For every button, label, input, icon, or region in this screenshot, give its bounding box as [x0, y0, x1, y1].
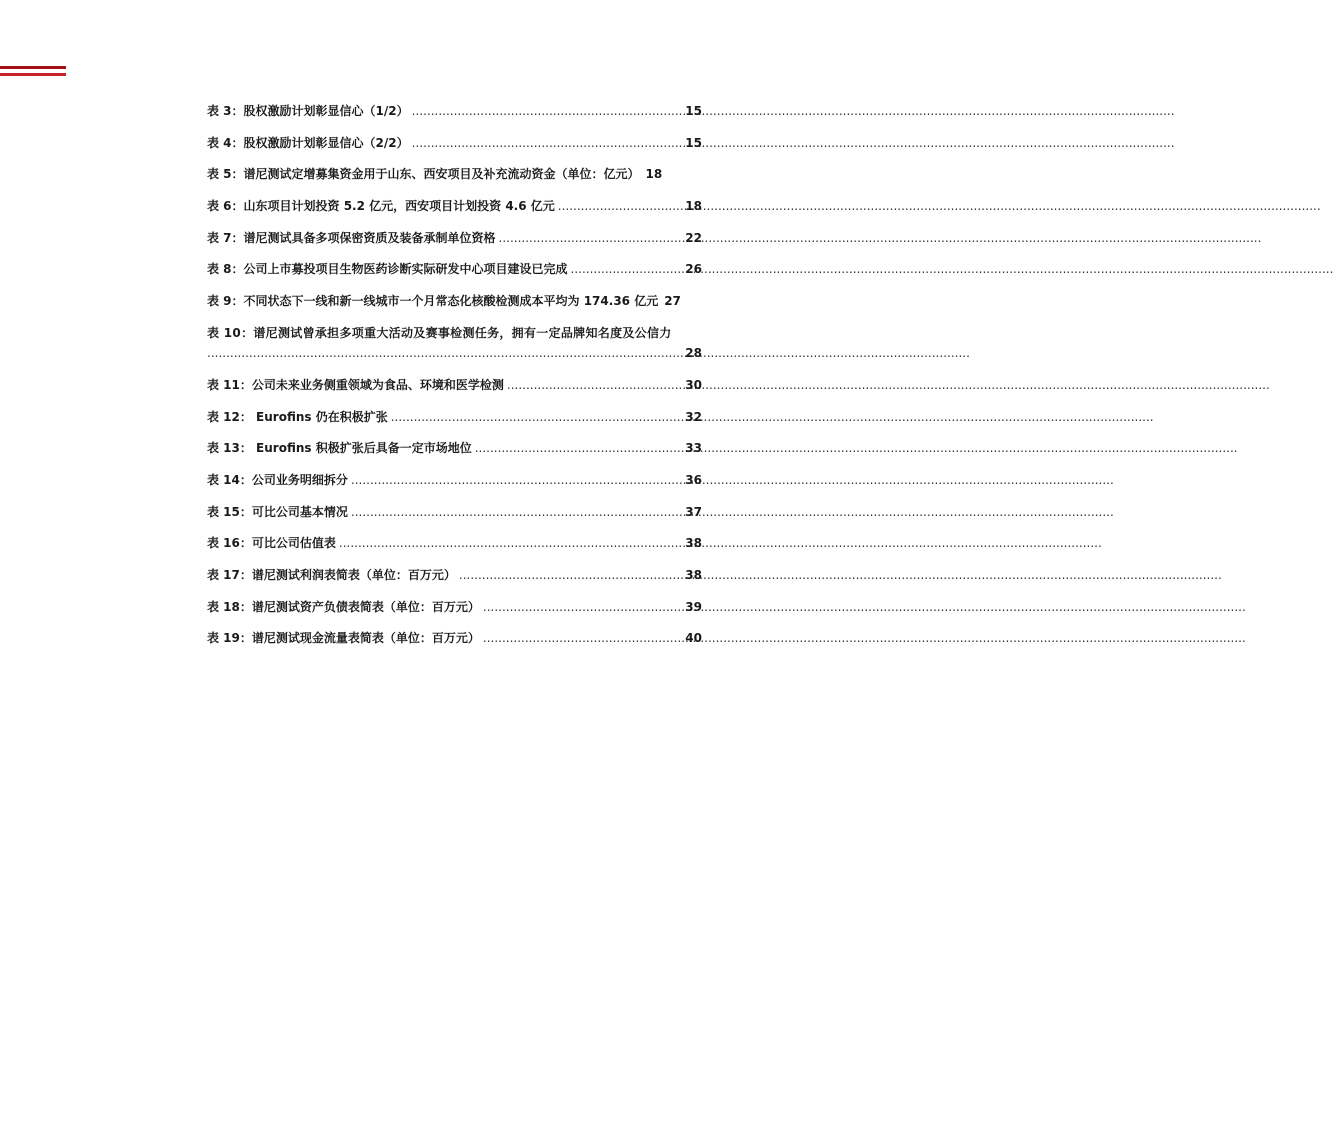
header-bar-dark [0, 66, 66, 69]
toc-entry[interactable] [207, 196, 702, 228]
toc-entry-title: 表 17：谱尼测试利润表简表（单位：百万元） [207, 567, 456, 582]
header-bar-light [0, 73, 66, 76]
toc-entry-page: 40 [685, 631, 702, 646]
toc-dot-leader [499, 228, 683, 248]
toc-entry-title: 表 9：不同状态下一线和新一线城市一个月常态化核酸检测成本平均为 174.36 亿元 [207, 294, 659, 309]
toc-entry[interactable] [207, 259, 702, 291]
toc-entry-title: 表 13： Eurofins 积极扩张后具备一定市场地位 [207, 441, 472, 456]
toc-dot-leader [207, 343, 682, 363]
toc-dot-leader [412, 101, 683, 121]
toc-entry[interactable] [207, 565, 702, 597]
toc-entry-page: 32 [685, 409, 702, 424]
toc-entry-title: 表 18：谱尼测试资产负债表简表（单位：百万元） [207, 599, 480, 614]
toc-dot-leader [339, 533, 682, 553]
toc-entry-page: 37 [685, 504, 702, 519]
toc-entry[interactable] [207, 502, 702, 534]
toc-dot-leader [571, 259, 683, 279]
toc-entry-title: 表 6：山东项目计划投资 5.2 亿元，西安项目计划投资 4.6 亿元 [207, 199, 555, 214]
toc-entry-page: 27 [664, 294, 681, 309]
toc-entry-title: 表 16：可比公司估值表 [207, 536, 336, 551]
toc-entry-page: 22 [685, 230, 702, 245]
toc-entry-page: 26 [685, 262, 702, 277]
toc-entry[interactable] [207, 228, 702, 260]
toc-dot-leader [483, 628, 682, 648]
toc-entry-page: 38 [685, 567, 702, 582]
toc-dot-leader [391, 407, 683, 427]
toc-entry[interactable] [207, 133, 702, 165]
toc-entry[interactable] [207, 470, 702, 502]
toc-dot-leader [507, 375, 682, 395]
toc-entry[interactable] [207, 628, 702, 660]
toc-entry[interactable] [207, 164, 702, 196]
toc-entry-page: 39 [685, 599, 702, 614]
toc-entry-title: 表 14：公司业务明细拆分 [207, 472, 348, 487]
table-of-contents [207, 101, 702, 660]
toc-dot-leader [351, 502, 682, 522]
toc-entry-page: 18 [645, 167, 663, 182]
toc-entry-page: 36 [685, 472, 702, 487]
toc-entry-page: 18 [685, 199, 702, 214]
toc-entry[interactable] [207, 597, 702, 629]
toc-entry-title: 表 4：股权激励计划彰显信心（2/2） [207, 135, 409, 150]
toc-entry[interactable] [207, 323, 702, 375]
toc-entry-title: 表 15：可比公司基本情况 [207, 504, 348, 519]
toc-dot-leader [558, 196, 683, 216]
toc-dot-leader [475, 438, 683, 458]
toc-dot-leader [483, 597, 682, 617]
toc-entry-title: 表 8：公司上市募投项目生物医药诊断实际研发中心项目建设已完成 [207, 262, 568, 277]
toc-entry-page: 15 [685, 104, 702, 118]
toc-entry-title: 表 3：股权激励计划彰显信心（1/2） [207, 104, 409, 118]
toc-dot-leader [412, 133, 683, 153]
toc-entry-page: 38 [685, 536, 702, 551]
toc-entry[interactable] [207, 438, 702, 470]
toc-entry-title: 表 7：谱尼测试具备多项保密资质及装备承制单位资格 [207, 230, 496, 245]
toc-entry-title: 表 19：谱尼测试现金流量表简表（单位：百万元） [207, 631, 480, 646]
toc-entry-title: 表 10：谱尼测试曾承担多项重大活动及赛事检测任务，拥有一定品牌知名度及公信力 [207, 325, 672, 340]
toc-entry-page: 28 [685, 345, 702, 360]
toc-entry[interactable] [207, 375, 702, 407]
toc-entry-page: 30 [685, 377, 702, 392]
header-decoration [0, 66, 66, 80]
toc-entry[interactable] [207, 101, 702, 133]
toc-entry-continuation [207, 343, 702, 363]
toc-entry-page: 33 [685, 441, 702, 456]
toc-entry[interactable] [207, 291, 702, 323]
toc-entry-title: 表 11：公司未来业务侧重领域为食品、环境和医学检测 [207, 377, 504, 392]
toc-entry[interactable] [207, 533, 702, 565]
toc-entry-title: 表 5：谱尼测试定增募集资金用于山东、西安项目及补充流动资金（单位：亿元） [207, 167, 640, 182]
toc-dot-leader [459, 565, 682, 585]
toc-entry-title: 表 12： Eurofins 仍在积极扩张 [207, 409, 388, 424]
toc-entry[interactable] [207, 407, 702, 439]
toc-entry-page: 15 [685, 135, 702, 150]
toc-dot-leader [351, 470, 682, 490]
